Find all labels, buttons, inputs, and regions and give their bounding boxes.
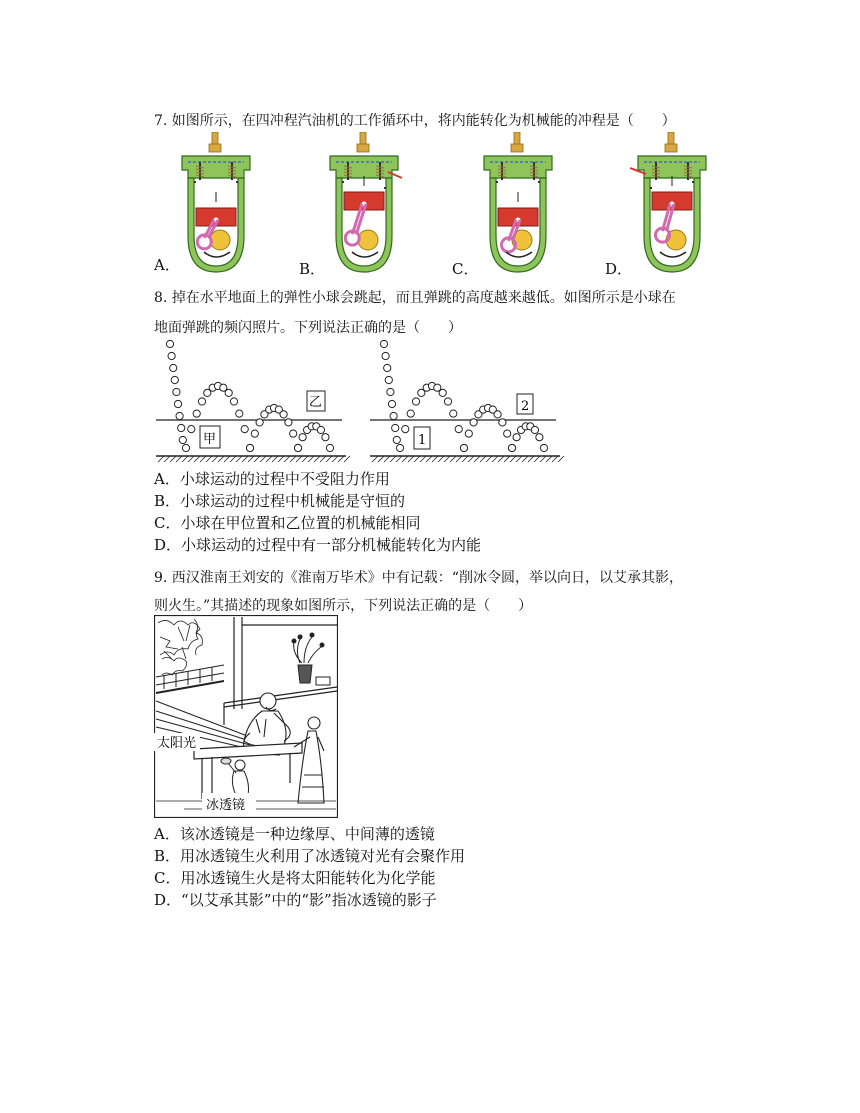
ball	[444, 398, 451, 405]
ball	[392, 424, 399, 431]
ball	[236, 410, 243, 417]
label-1-box	[414, 427, 430, 449]
q8-bounce-figure	[150, 336, 570, 466]
cylinder-head	[330, 156, 398, 178]
ball	[396, 444, 403, 451]
label-jia: 甲	[203, 432, 217, 447]
ball	[322, 434, 329, 441]
ball	[168, 352, 175, 359]
ball	[225, 389, 232, 396]
q8-option-c: C．小球在甲位置和乙位置的机械能相同	[154, 514, 421, 532]
label-1: 1	[418, 433, 427, 448]
ball	[513, 434, 520, 441]
crankshaft	[358, 230, 378, 250]
ball	[251, 430, 258, 437]
ball	[182, 444, 189, 451]
engine-diagrams	[150, 132, 710, 277]
ball	[198, 398, 205, 405]
q9-stem-line2: 则火生。”其描述的现象如图所示，下列说法正确的是（ ）	[154, 598, 533, 614]
q8-option-d: D．小球运动的过程中有一部分机械能转化为内能	[154, 536, 482, 554]
q9-option-a: A．该冰透镜是一种边缘厚、中间薄的透镜	[154, 825, 435, 843]
ball	[470, 419, 477, 426]
ball	[439, 389, 446, 396]
label-yi: 乙	[309, 395, 323, 410]
ball	[531, 426, 538, 433]
ball	[388, 400, 395, 407]
q7-engine-figures	[150, 132, 710, 277]
cylinder-head	[182, 156, 250, 178]
label-2-box	[517, 394, 533, 414]
ice-lens-woodcut	[154, 615, 338, 818]
ball	[460, 444, 467, 451]
ball	[285, 419, 292, 426]
ball	[280, 411, 287, 418]
q7-label-b: B．	[299, 260, 326, 278]
ball	[536, 434, 543, 441]
ball	[290, 430, 297, 437]
ball	[326, 444, 333, 451]
ball	[380, 340, 387, 347]
ball	[450, 410, 457, 417]
cylinder-head	[484, 156, 552, 178]
ball	[382, 352, 389, 359]
cylinder-head	[638, 156, 706, 178]
label-ice-lens: 冰透镜	[206, 798, 246, 813]
ball	[294, 444, 301, 451]
ball	[241, 426, 248, 433]
ball	[494, 411, 501, 418]
ball	[188, 426, 195, 433]
ball	[455, 426, 462, 433]
ball	[412, 398, 419, 405]
ball	[166, 340, 173, 347]
q8-stem-line1: 8. 掉在水平地面上的弹性小球会跳起，而且弹跳的高度越来越低。如图所示是小球在	[154, 290, 676, 306]
engine-3	[484, 132, 552, 272]
ball	[387, 388, 394, 395]
ball	[193, 410, 200, 417]
label-yi-box	[307, 391, 325, 411]
ball	[407, 410, 414, 417]
label-sunlight: 太阳光	[157, 736, 197, 751]
crankshaft	[210, 230, 230, 250]
engine-1	[182, 132, 250, 272]
ball	[393, 436, 400, 443]
ball	[299, 434, 306, 441]
ball	[504, 430, 511, 437]
q9-option-d: D．“以艾承其影”中的“影”指冰透镜的影子	[154, 891, 437, 909]
q9-ice-lens-illustration	[154, 615, 338, 818]
q9-stem-line1: 9. 西汉淮南王刘安的《淮南万毕术》中有记载：“削冰令圆，举以向日，以艾承其影，	[154, 570, 683, 586]
ball	[385, 376, 392, 383]
ball	[174, 400, 181, 407]
q8-stem-line2: 地面弹跳的频闪照片。下列说法正确的是（ ）	[154, 320, 462, 336]
ball	[178, 424, 185, 431]
label-jia-box	[200, 426, 220, 448]
label-2: 2	[521, 399, 530, 414]
ball	[176, 412, 183, 419]
engine-4	[630, 132, 706, 272]
ball	[499, 419, 506, 426]
ball	[246, 444, 253, 451]
q7-label-a: A．	[154, 256, 180, 274]
bounce-photo	[150, 336, 570, 466]
q7-stem: 7. 如图所示，在四冲程汽油机的工作循环中，将内能转化为机械能的冲程是（ ）	[154, 113, 676, 129]
ball	[317, 426, 324, 433]
ball	[384, 364, 391, 371]
ball	[173, 388, 180, 395]
q9-option-b: B．用冰透镜生火利用了冰透镜对光有会聚作用	[154, 847, 466, 865]
ball	[179, 436, 186, 443]
engine-2	[330, 132, 402, 272]
ball	[256, 419, 263, 426]
ball	[465, 430, 472, 437]
ball	[540, 444, 547, 451]
ball	[402, 426, 409, 433]
q8-option-b: B．小球运动的过程中机械能是守恒的	[154, 492, 406, 510]
q7-label-c: C．	[452, 260, 479, 278]
ball	[171, 376, 178, 383]
ball	[508, 444, 515, 451]
ball	[230, 398, 237, 405]
q7-label-d: D．	[605, 260, 633, 278]
q9-option-c: C．用冰透镜生火是将太阳能转化为化学能	[154, 869, 436, 887]
ball	[390, 412, 397, 419]
q8-option-a: A．小球运动的过程中不受阻力作用	[154, 470, 390, 488]
ball	[170, 364, 177, 371]
